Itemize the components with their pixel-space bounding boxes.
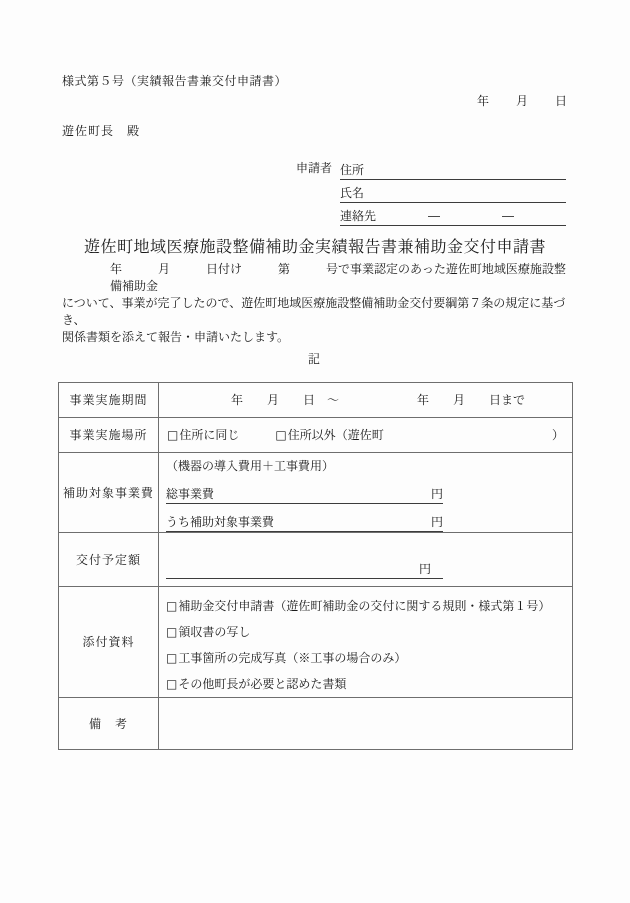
attachment-label: 領収書の写し (178, 625, 251, 639)
row-header-remarks: 備 考 (59, 698, 159, 750)
planned-grant-field (166, 559, 443, 579)
yen-unit: 円 (418, 562, 431, 576)
project-period-cell (159, 383, 573, 418)
yen-unit: 円 (430, 487, 443, 501)
checkbox-icon: □ (167, 428, 179, 442)
row-header-project-period: 事業実施期間 (59, 383, 159, 418)
table-row-remarks (59, 698, 573, 750)
body-paragraph (62, 261, 568, 346)
attachment-item (166, 619, 566, 645)
table-row-attachments (59, 587, 573, 698)
checkbox-icon: □ (166, 625, 178, 639)
name-label: 氏名 (340, 186, 365, 200)
project-location-cell (159, 418, 573, 453)
name-field (340, 180, 566, 203)
form-number: 様式第５号（実績報告書兼交付申請書） (62, 74, 288, 88)
checkbox-icon: □ (166, 599, 178, 613)
cost-note: （機器の導入費用＋工事費用） (166, 459, 335, 473)
body-line: について、事業が完了したので、遊佐町地域医療施設整備補助金交付要綱第７条の規定に基づき、 (62, 296, 566, 327)
table-row-eligible-cost (59, 453, 573, 533)
checkbox-icon: □ (275, 428, 287, 442)
checkbox-icon: □ (166, 677, 178, 691)
attachment-label: 補助金交付申請書（遊佐町補助金の交付に関する規則・様式第１号） (178, 599, 551, 613)
attachment-item (166, 645, 566, 671)
row-header-project-location: 事業実施場所 (59, 418, 159, 453)
planned-grant-cell (159, 533, 573, 587)
attachment-item (166, 593, 566, 619)
total-cost-label: 総事業費 (166, 487, 215, 501)
period-to: 年 月 日まで (417, 393, 526, 407)
total-cost-field (166, 482, 443, 504)
phone-separator: ― (428, 209, 441, 223)
attachment-label: 工事箇所の完成写真（※工事の場合のみ） (178, 651, 407, 665)
period-from: 年 月 日 ～ (231, 393, 340, 407)
contact-field (340, 203, 566, 226)
record-mark: 記 (307, 352, 322, 366)
attachments-cell (159, 587, 573, 698)
applicant-block (296, 157, 568, 226)
table-row-project-period (59, 383, 573, 418)
row-header-eligible-cost: 補助対象事業費 (59, 453, 159, 533)
contact-label: 連絡先 (340, 209, 377, 223)
address-field (340, 157, 566, 180)
close-paren: ） (551, 428, 564, 442)
row-header-attachments: 添付資料 (59, 587, 159, 698)
phone-separator: ― (502, 209, 515, 223)
eligible-cost-label: うち補助対象事業費 (166, 515, 275, 529)
address-label: 住所 (340, 163, 365, 177)
location-option-same-address: 住所に同じ (179, 428, 240, 442)
table-row-planned-grant (59, 533, 573, 587)
applicant-fields (340, 157, 566, 226)
table-row-project-location (59, 418, 573, 453)
document-title: 遊佐町地域医療施設整備補助金実績報告書兼補助金交付申請書 (83, 237, 546, 256)
yen-unit: 円 (430, 515, 443, 529)
row-header-planned-grant: 交付予定額 (59, 533, 159, 587)
eligible-cost-field (166, 510, 443, 532)
applicant-label: 申請者 (296, 161, 333, 175)
eligible-cost-cell (159, 453, 573, 533)
checkbox-icon: □ (166, 651, 178, 665)
location-option-other-address: 住所以外（遊佐町 (287, 428, 384, 442)
body-line: 年 月 日付け 第 号で事業認定のあった遊佐町地域医療施設整備補助金 (110, 262, 566, 293)
attachment-item (166, 671, 566, 697)
addressee: 遊佐町長 殿 (62, 124, 141, 138)
remarks-cell (159, 698, 573, 750)
body-line: 関係書類を添えて報告・申請いたします。 (62, 330, 290, 344)
attachment-label: その他町長が必要と認めた書類 (178, 677, 347, 691)
form-table (58, 382, 573, 750)
date-line: 年 月 日 (476, 94, 568, 108)
